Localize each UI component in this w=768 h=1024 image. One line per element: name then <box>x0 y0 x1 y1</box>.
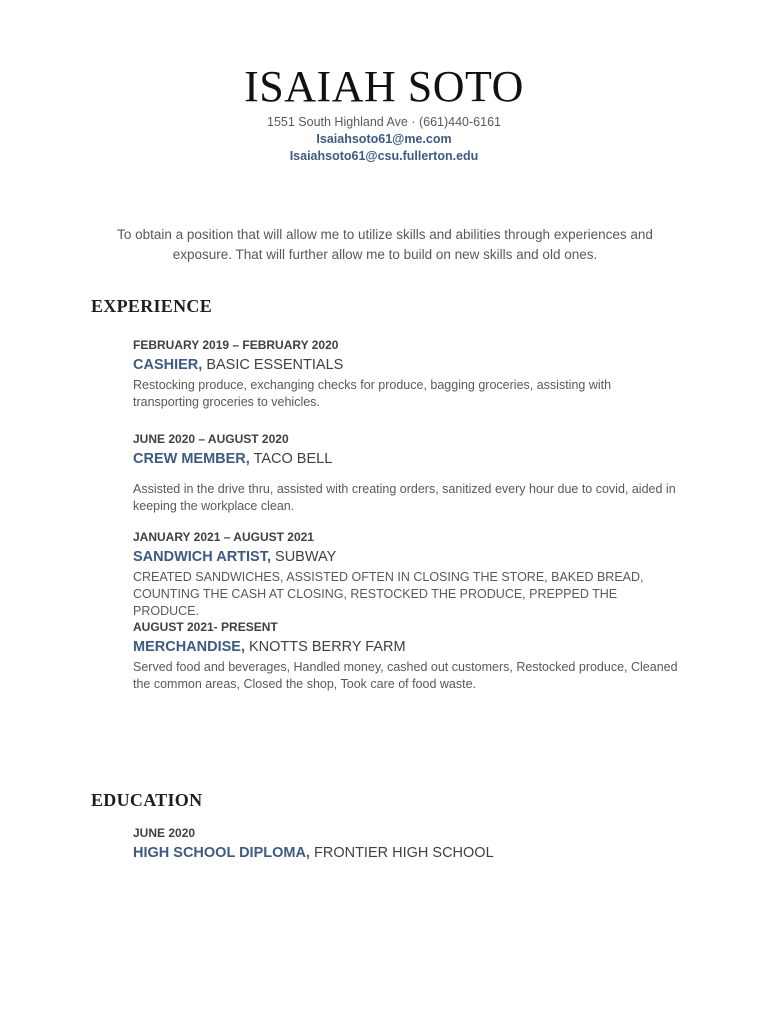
job-role: SANDWICH ARTIST, <box>133 549 272 565</box>
job-dates: JANUARY 2021 – AUGUST 2021 <box>133 530 314 544</box>
education-degree: HIGH SCHOOL DIPLOMA, <box>133 845 310 861</box>
job-entry-crew-member <box>133 431 678 515</box>
job-role: MERCHANDISE, <box>133 639 245 655</box>
job-dates: FEBRUARY 2019 – FEBRUARY 2020 <box>133 338 339 352</box>
job-description: CREATED SANDWICHES, ASSISTED OFTEN IN CLOSING THE STORE, BAKED BREAD, COUNTING THE CASH AT CLOSING, RESTOCKED THE PRODUCE, PREPPED THE PRODUCE. <box>133 570 644 618</box>
job-employer: BASIC ESSENTIALS <box>202 357 344 373</box>
school-email-link[interactable]: Isaiahsoto61@csu.fullerton.edu <box>289 149 479 163</box>
job-title-line <box>133 449 678 469</box>
job-entry-merchandise <box>133 619 678 693</box>
job-dates: AUGUST 2021- PRESENT <box>133 620 278 634</box>
personal-email-link[interactable]: Isaiahsoto61@me.com <box>316 132 452 146</box>
job-role: CREW MEMBER, <box>133 451 250 467</box>
job-entry-cashier <box>133 337 678 411</box>
experience-heading: EXPERIENCE <box>91 296 213 316</box>
job-role: CASHIER, <box>133 357 203 373</box>
job-employer: KNOTTS BERRY FARM <box>244 639 406 655</box>
job-title-line <box>133 355 678 375</box>
objective-statement: To obtain a position that will allow me to utilize skills and abilities through experiences and exposure. That will further allow me to build on new skills and old ones. <box>117 227 653 262</box>
job-description: Restocking produce, exchanging checks for produce, bagging groceries, assisting with transporting groceries to vehicles. <box>133 378 612 409</box>
education-dates: JUNE 2020 <box>133 826 196 840</box>
job-employer: SUBWAY <box>271 549 337 565</box>
job-dates: JUNE 2020 – AUGUST 2020 <box>133 432 289 446</box>
job-description: Served food and beverages, Handled money, cashed out customers, Restocked produce, Cleaned the common areas, Closed the shop, Took care of food waste. <box>133 660 678 691</box>
education-title-line <box>133 843 678 863</box>
job-title-line <box>133 547 678 567</box>
education-school: FRONTIER HIGH SCHOOL <box>309 845 494 861</box>
applicant-name: ISAIAH SOTO <box>244 62 524 111</box>
job-description: Assisted in the drive thru, assisted with creating orders, sanitized every hour due to covid, aided in keeping the workplace clean. <box>133 482 676 513</box>
education-heading: EDUCATION <box>91 790 203 810</box>
job-employer: TACO BELL <box>249 451 333 467</box>
address-phone: 1551 South Highland Ave · (661)440-6161 <box>267 115 501 129</box>
job-entry-sandwich-artist <box>133 529 678 620</box>
education-entry <box>133 825 678 863</box>
job-title-line <box>133 637 678 657</box>
